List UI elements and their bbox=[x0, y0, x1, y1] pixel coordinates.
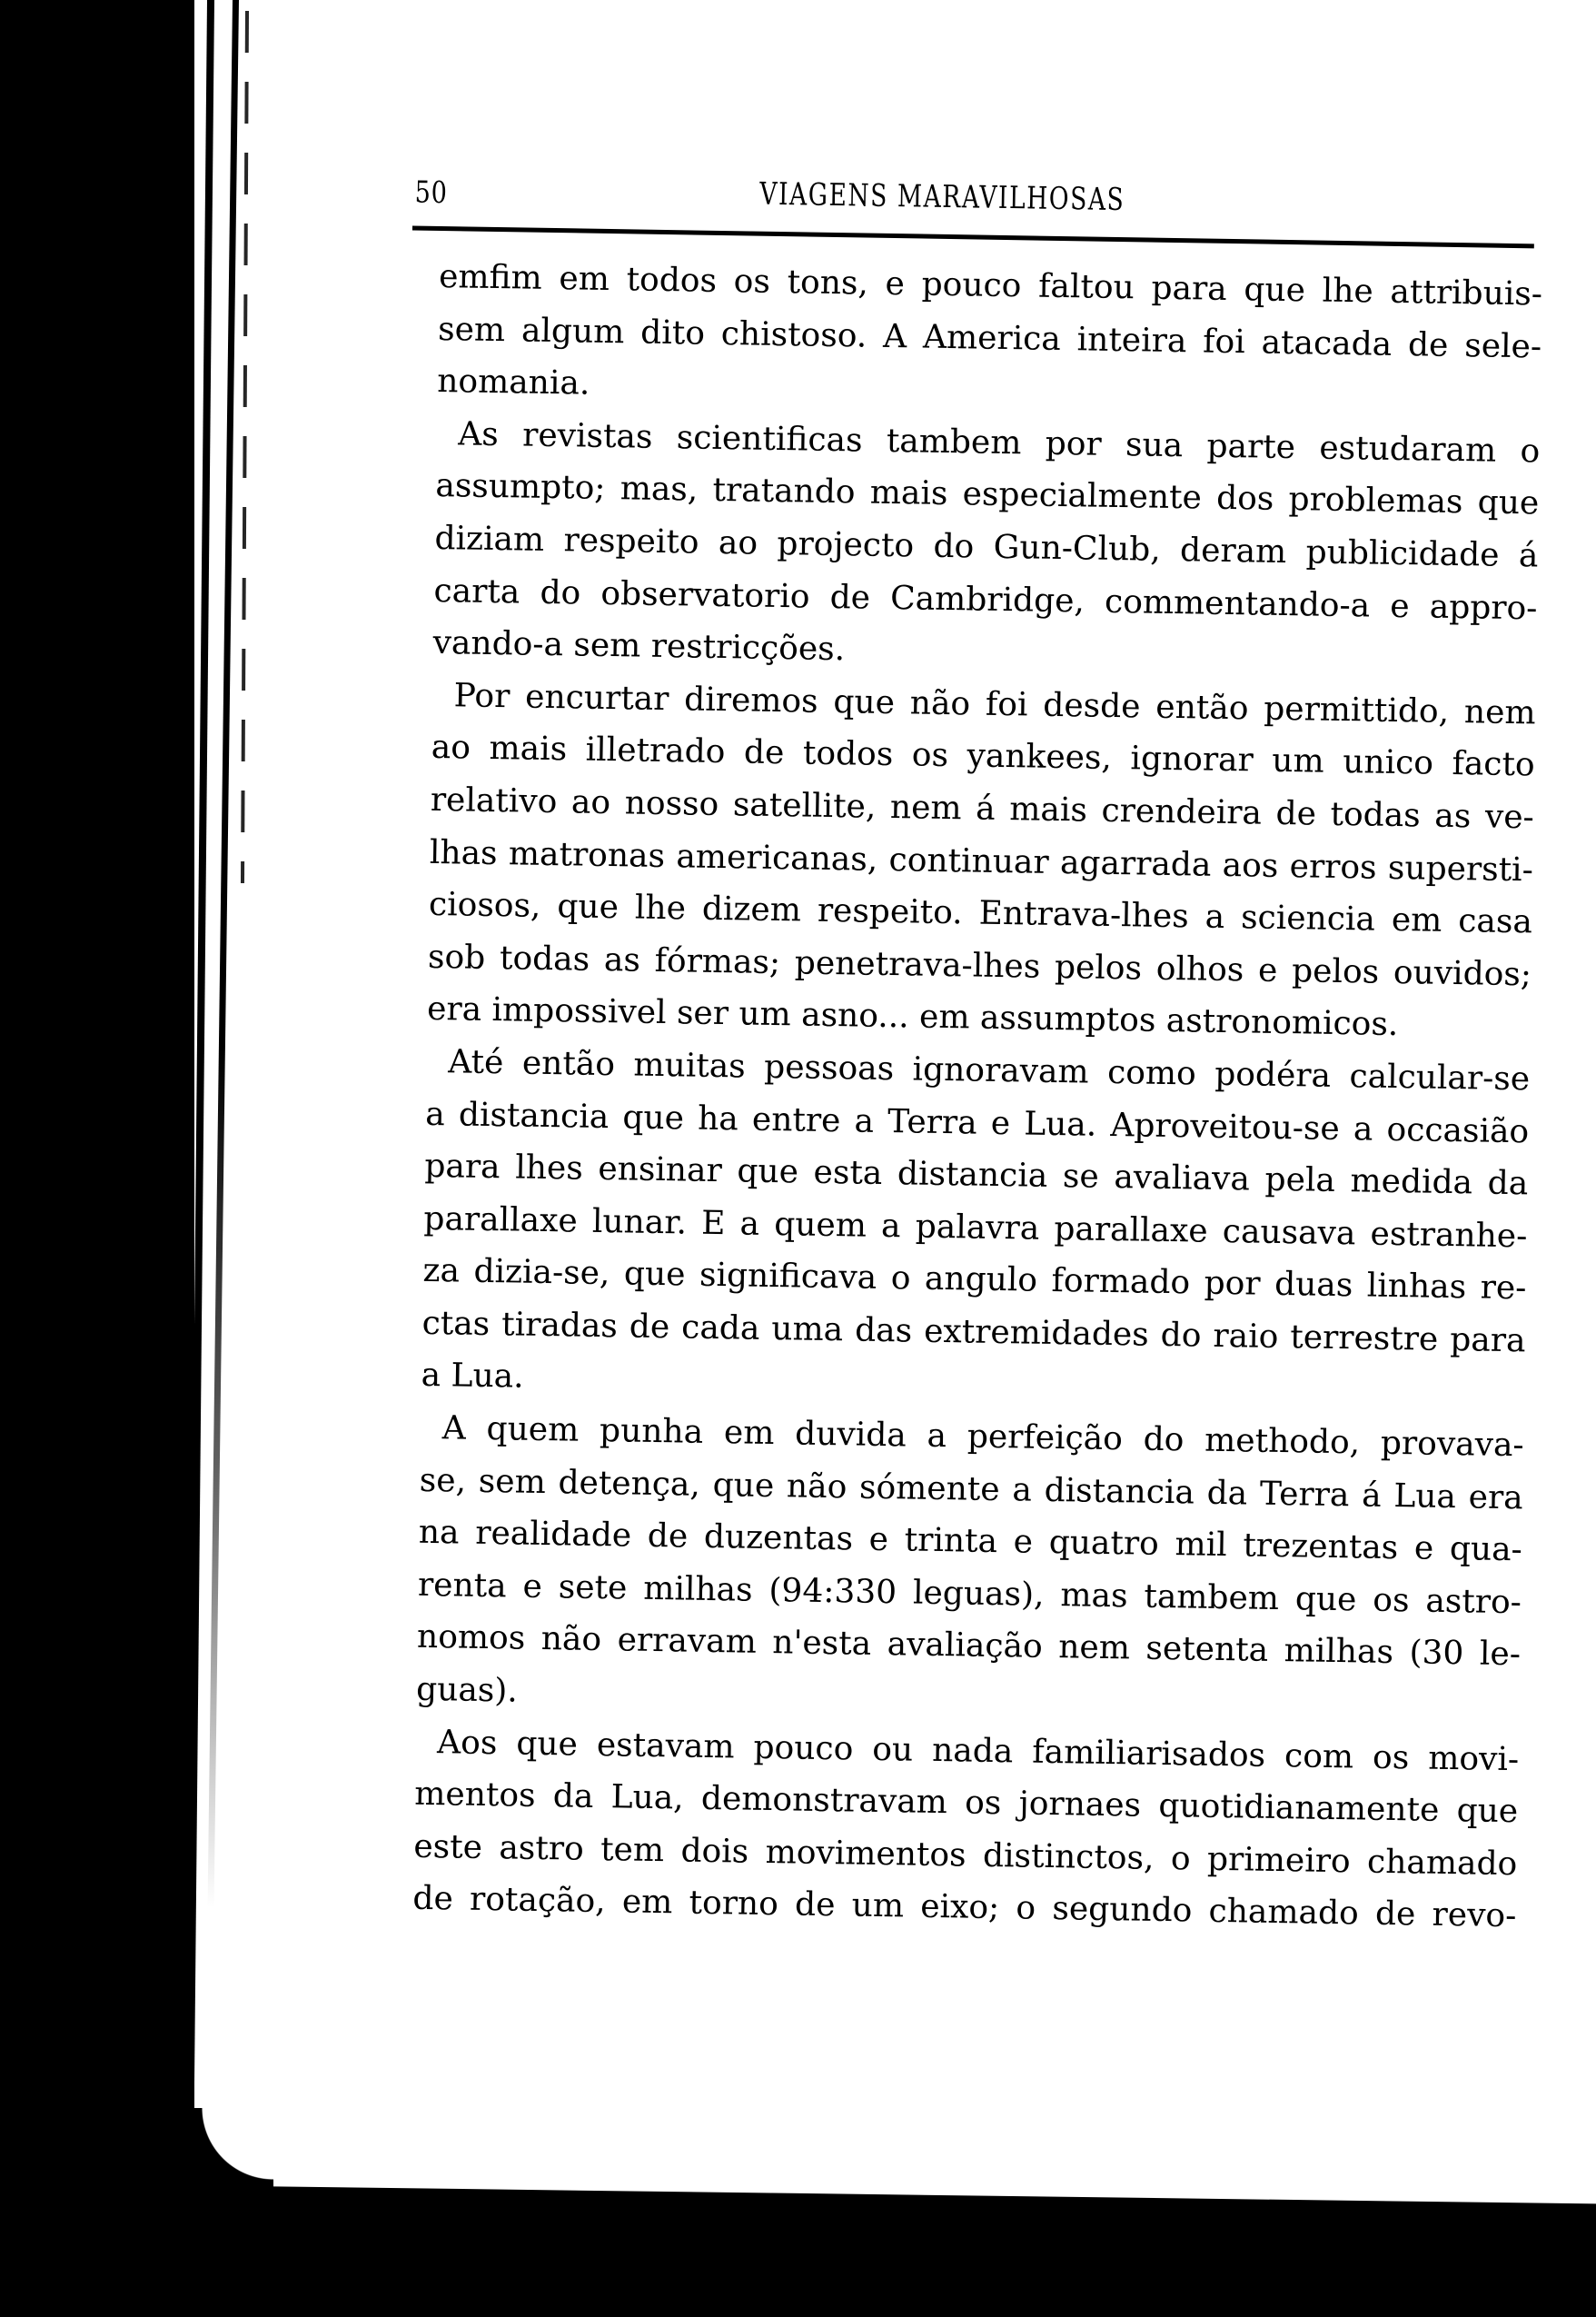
text-line: ao mais illetrado de todos os yankees, ignorar um unico facto bbox=[431, 729, 1535, 784]
text-line: guas). bbox=[415, 1670, 519, 1710]
text-line: relativo ao nosso satellite, nem á mais crendeira de todas as ve- bbox=[430, 781, 1535, 837]
text-line: ctas tiradas de cada uma das extremidades do raio terrestre para bbox=[421, 1304, 1526, 1360]
text-line: assumpto; mas, tratando mais especialmente dos problemas que bbox=[435, 467, 1540, 522]
running-title: VIAGENS MARAVILHOSAS bbox=[759, 175, 1125, 219]
page-content bbox=[412, 171, 1544, 1935]
rounded-page-corner bbox=[193, 2108, 273, 2188]
text-line: vando-a sem restricções. bbox=[432, 624, 846, 669]
text-line: de rotação, em torno de um eixo; o segundo chamado de revo- bbox=[412, 1880, 1517, 1935]
text-line: na realidade de duzentas e trinta e quatro mil trezentas e qua- bbox=[418, 1514, 1523, 1569]
page-number: 50 bbox=[414, 174, 449, 211]
text-line: para lhes ensinar que esta distancia se avaliava pela medida da bbox=[424, 1147, 1529, 1203]
text-line: mentos da Lua, demonstravam os jornaes quotidianamente que bbox=[413, 1775, 1519, 1831]
text-line: nomania. bbox=[436, 363, 590, 403]
text-line: emfim em todos os tons, e pouco faltou para que lhe attribuis- bbox=[438, 257, 1543, 313]
text-block bbox=[412, 251, 1542, 1943]
text-line: carta do observatorio de Cambridge, commentando-a e appro- bbox=[433, 572, 1538, 628]
text-line: sem algum dito chistoso. A America inteira foi atacada de sele- bbox=[437, 310, 1542, 366]
text-line: era impossivel ser um asno... em assumptos astronomicos. bbox=[426, 990, 1399, 1044]
page-edge-line bbox=[241, 11, 249, 883]
text-line: Aos que estavam pouco ou nada familiarisados com os movi- bbox=[436, 1723, 1520, 1778]
bottom-scan-shadow bbox=[0, 2183, 1596, 2317]
text-line: a Lua. bbox=[421, 1357, 524, 1397]
text-line: renta e sete milhas (94:330 leguas), mas tambem que os astro- bbox=[417, 1566, 1522, 1622]
text-line: sob todas as fórmas; penetrava-lhes pelos olhos e pelos ouvidos; bbox=[427, 938, 1532, 994]
text-line: se, sem detença, que não sómente a distancia da Terra á Lua era bbox=[419, 1461, 1524, 1516]
text-line: a distancia que ha entre a Terra e Lua. Aproveitou-se a occasião bbox=[425, 1095, 1530, 1150]
header-rule bbox=[412, 226, 1534, 249]
text-line: Até então muitas pessoas ignoravam como podéra calcular-se bbox=[447, 1043, 1531, 1099]
text-line: ciosos, que lhe dizem respeito. Entrava-lhes a sciencia em casa bbox=[428, 886, 1533, 941]
text-line: A quem punha em duvida a perfeição do methodo, provava- bbox=[441, 1409, 1524, 1465]
binding-shadow bbox=[0, 0, 194, 2317]
text-line: lhas matronas americanas, continuar agarrada aos erros supersti- bbox=[429, 833, 1534, 889]
text-line: este astro tem dois movimentos distinctos, o primeiro chamado bbox=[413, 1827, 1518, 1884]
text-line: za dizia-se, que significava o angulo formado por duas linhas re- bbox=[422, 1252, 1527, 1308]
text-line: As revistas scientificas tambem por sua parte estudaram o bbox=[458, 415, 1541, 471]
page-edge-line bbox=[208, 0, 239, 1908]
text-line: Por encurtar diremos que não foi desde então permittido, nem bbox=[453, 677, 1536, 732]
text-line: diziam respeito ao projecto do Gun-Club, deram publicidade á bbox=[434, 519, 1539, 575]
text-line: parallaxe lunar. E a quem a palavra parallaxe causava estranhe- bbox=[423, 1199, 1528, 1256]
text-line: nomos não erravam n'esta avaliação nem setenta milhas (30 le- bbox=[416, 1618, 1522, 1674]
